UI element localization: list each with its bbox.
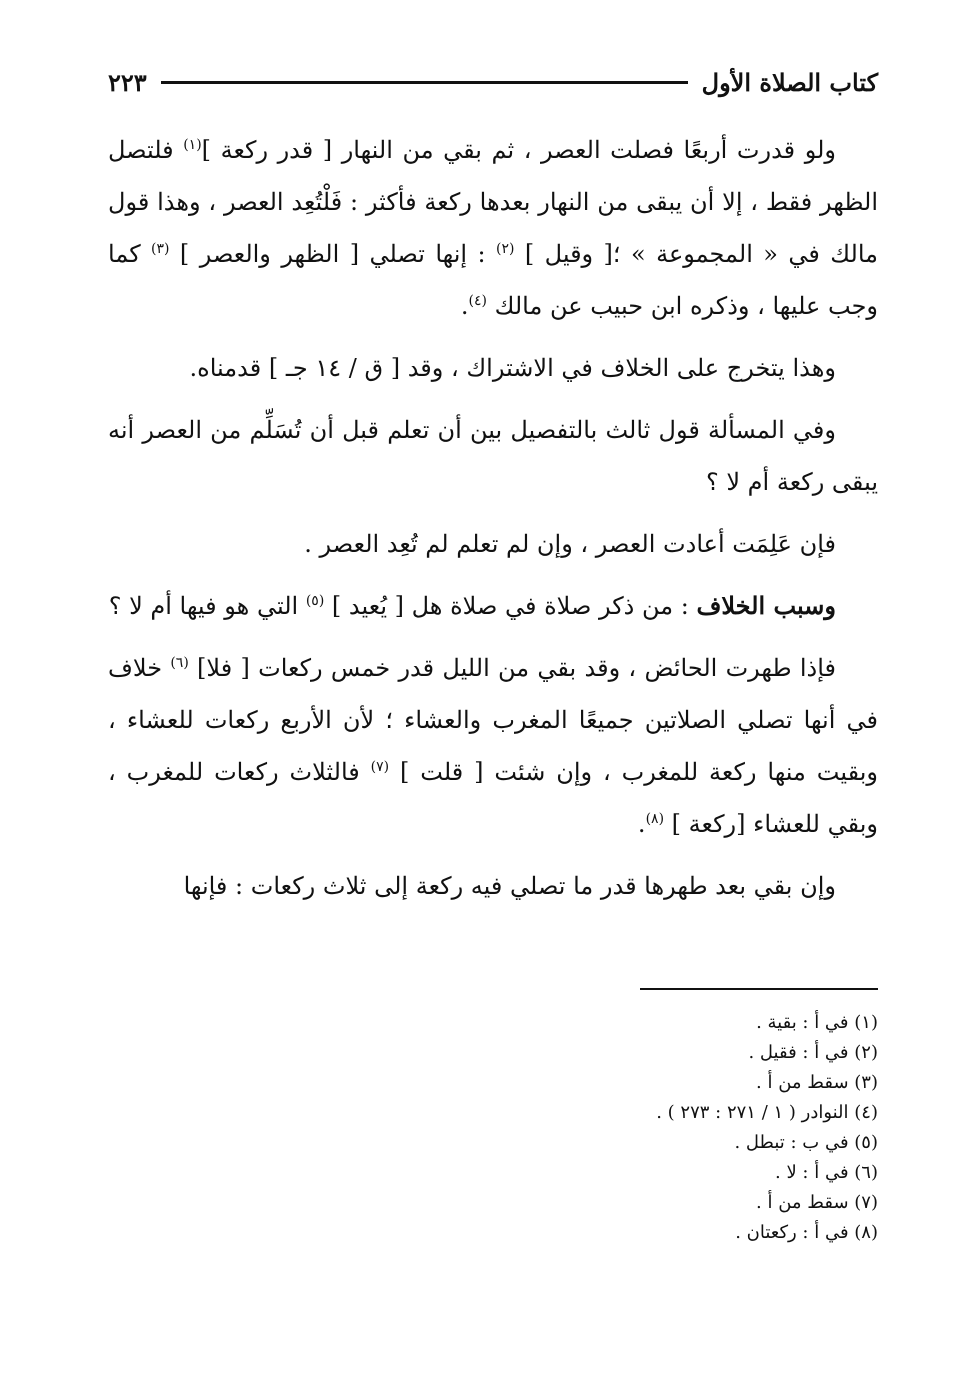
page-header	[108, 62, 878, 102]
bold-heading: وسبب الخلاف	[696, 591, 836, 620]
paragraph-4	[108, 518, 878, 570]
text-segment: : من ذكر صلاة في صلاة هل [ يُعيد ]	[324, 592, 697, 620]
footnote-item: (٧) سقط من أ .	[756, 1192, 878, 1213]
text-segment: وفي المسألة قول ثالث بالتفصيل بين أن تعلم قبل أن تُسَلِّم من العصر أنه يبقى ركعة أم لا ؟	[108, 416, 878, 496]
main-text	[108, 124, 878, 922]
paragraph-2	[108, 342, 878, 394]
text-segment: فإن عَلِمَت أعادت العصر ، وإن لم تعلم لم تُعِد العصر .	[304, 530, 836, 558]
paragraph-6	[108, 642, 878, 850]
footnote-ref: (٥)	[305, 593, 325, 609]
header-rule	[161, 81, 688, 84]
footnote-item: (١) في أ : بقية .	[756, 1012, 878, 1033]
text-segment: فإذا طهرت الحائض ، وقد بقي من الليل قدر خمس ركعات [ فلا]	[188, 654, 836, 682]
footnotes	[108, 1008, 878, 1248]
footnote-item: (٨) في أ : ركعتان .	[735, 1222, 878, 1243]
book-title: كتاب الصلاة الأول	[701, 67, 878, 97]
footnote-ref: (٣)	[151, 241, 170, 257]
footnote-item: (٦) في أ : لا .	[775, 1162, 878, 1183]
text-segment: وإن بقي بعد طهرها قدر ما تصلي فيه ركعة إلى ثلاث ركعات : فإنها	[183, 872, 836, 900]
text-segment: ولو قدرت أربعًا فصلت العصر ، ثم بقي من النهار [ قدر ركعة ]	[201, 136, 836, 164]
text-segment: التي هو فيها أم لا ؟	[108, 592, 306, 620]
text-segment: فالثلاث ركعات للمغرب ، وبقي للعشاء [ركعة ]	[108, 758, 878, 838]
footnote-item: (٥) في ب : تبطل .	[734, 1132, 878, 1153]
text-segment: فلتصل الظهر فقط ، إلا أن يبقى من النهار بعدها ركعة فأكثر : فَلْتُعِد العصر ، وهذا قول مالك في « المجموعة » ؛[ وقيل ]	[108, 136, 878, 268]
paragraph-7	[108, 860, 878, 912]
text-segment: خلاف في أنها تصلي الصلاتين جميعًا المغرب والعشاء ؛ لأن الأربع ركعات للعشاء ، وبقيت منها ركعة للمغرب ، وإن شئت [ قلت ]	[108, 654, 878, 786]
text-segment: .	[460, 292, 469, 320]
text-segment: وهذا يتخرج على الخلاف في الاشتراك ، وقد [ ق / ١٤ جـ ] قدمناه.	[189, 354, 836, 382]
text-segment: .	[637, 810, 646, 838]
footnote-ref: (٦)	[170, 655, 189, 671]
text-segment: كما وجب عليها ، وذكره ابن حبيب عن مالك	[108, 240, 878, 320]
footnote-ref: (٨)	[645, 811, 665, 827]
footnote-ref: (١)	[183, 137, 202, 153]
footnote-item: (٣) سقط من أ .	[756, 1072, 878, 1093]
footnote-ref: (٧)	[370, 759, 390, 775]
footnote-separator	[640, 988, 878, 990]
page-number: ٢٢٣	[108, 67, 147, 97]
paragraph-3	[108, 404, 878, 508]
text-segment: : إنها تصلي [ الظهر والعصر ]	[169, 240, 496, 268]
paragraph-1	[108, 124, 878, 332]
footnote-ref: (٤)	[468, 293, 488, 309]
footnote-item: (٢) في أ : فقيل .	[748, 1042, 878, 1063]
footnote-item: (٤) النوادر ( ١ / ٢٧١ : ٢٧٣ ) .	[656, 1102, 878, 1123]
footnote-ref: (٢)	[496, 241, 515, 257]
paragraph-5	[108, 580, 878, 632]
